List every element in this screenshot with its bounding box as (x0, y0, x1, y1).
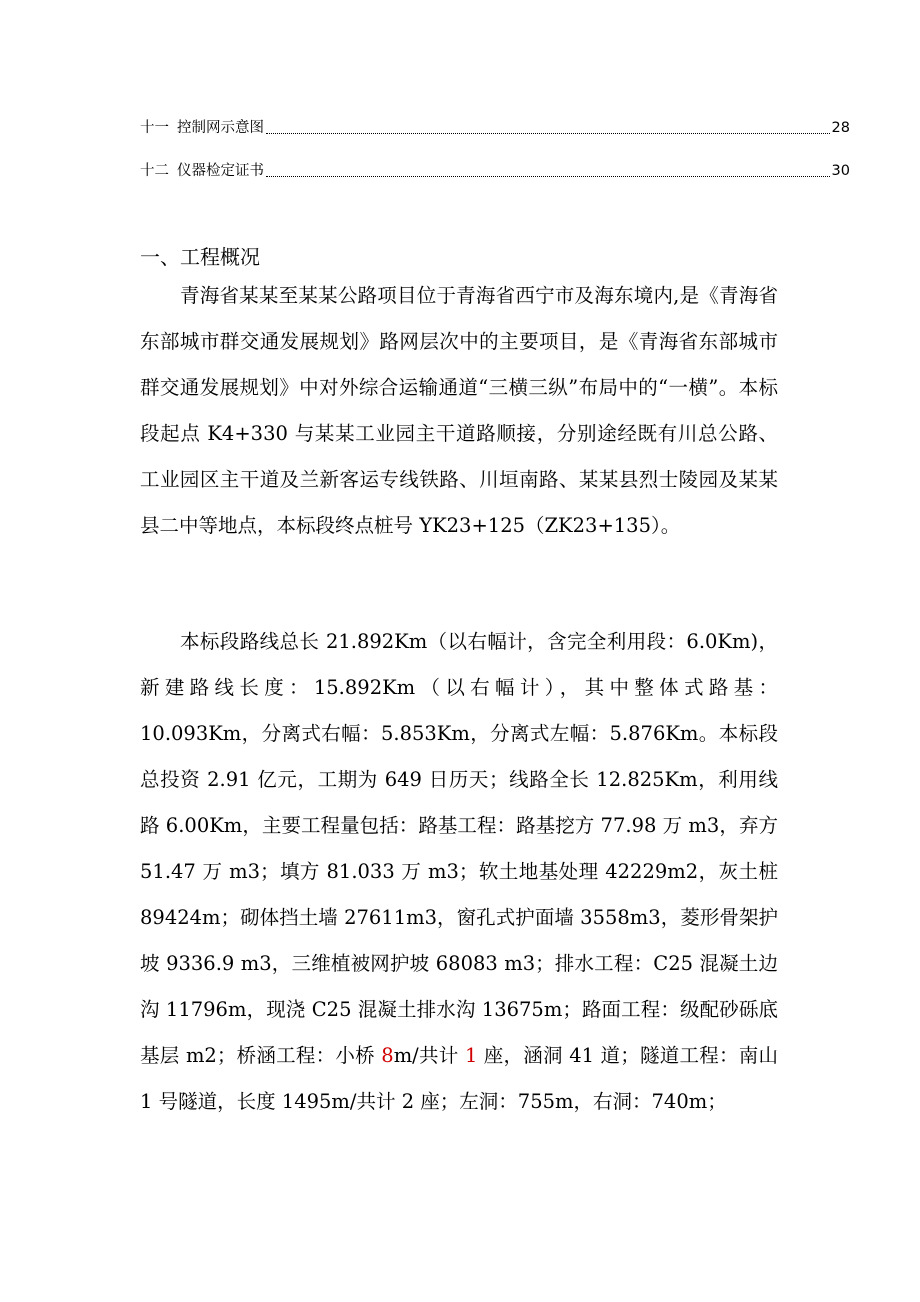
bridge-count-value: 1 (464, 1044, 478, 1067)
toc-entry-number: 十一 (140, 120, 169, 136)
project-overview-paragraph: 青海省某某至某某公路项目位于青海省西宁市及海东境内,是《青海省东部城市群交通发展规划》路网层次中的主要项目，是《青海省东部城市群交通发展规划》中对外综合运输通道“三横三纵”布局中的“一横”。本标段起点 K4+330 与某某工业园主干道路顺接，分别途经既有川总公路、工业园区主干道及兰新客运专线铁路、川垣南路、某某县烈士陵园及某某县二中等地点，本标段终点桩号 YK23+125（ZK23+135）。 (140, 284, 778, 537)
bridge-length-value: 8 (381, 1044, 394, 1067)
toc-entry-11[interactable] (140, 114, 850, 138)
toc-dot-leader (266, 175, 830, 177)
toc-entry-page: 30 (831, 163, 850, 179)
toc-entry-number: 十二 (140, 163, 169, 179)
project-scope-paragraph (140, 619, 778, 1125)
section-heading: 一、工程概况 (140, 245, 260, 269)
toc-entry-title: 仪器检定证书 (177, 163, 264, 179)
scope-text-part3: 座，涵洞 41 道；隧道工程：南山 1 号隧道，长度 1495m/共计 2 座；左洞：755m，右洞：740m； (140, 1044, 778, 1113)
toc-dot-leader (266, 132, 830, 134)
scope-text-part1: 本标段路线总长 21.892Km（以右幅计，含完全利用段：6.0Km)，新建路线长度：15.892Km（以右幅计），其中整体式路基：10.093Km，分离式右幅：5.853Km，分离式左幅：5.876Km。本标段总投资 2.91 亿元，工期为 649 日历天；线路全长 12.825Km，利用线路 6.00Km，主要工程量包括：路基工程：路基挖方 77.98 万 m3，弃方 51.47 万 m3；填方 81.033 万 m3；软土地基处理 42229m2，灰土桩 89424m；砌体挡土墙 27611m3，窗孔式护面墙 3558m3，菱形骨架护坡 9336.9 m3，三维植被网护坡 68083 m3；排水工程：C25 混凝土边沟 11796m，现浇 C25 混凝土排水沟 13675m；路面工程：级配砂砾底基层 m2；桥涵工程：小桥 (140, 630, 778, 1067)
toc-entry-12[interactable] (140, 157, 850, 181)
toc-entry-title: 控制网示意图 (177, 120, 264, 136)
scope-text-part2: m/共计 (393, 1044, 465, 1067)
toc-entry-page: 28 (831, 120, 850, 136)
